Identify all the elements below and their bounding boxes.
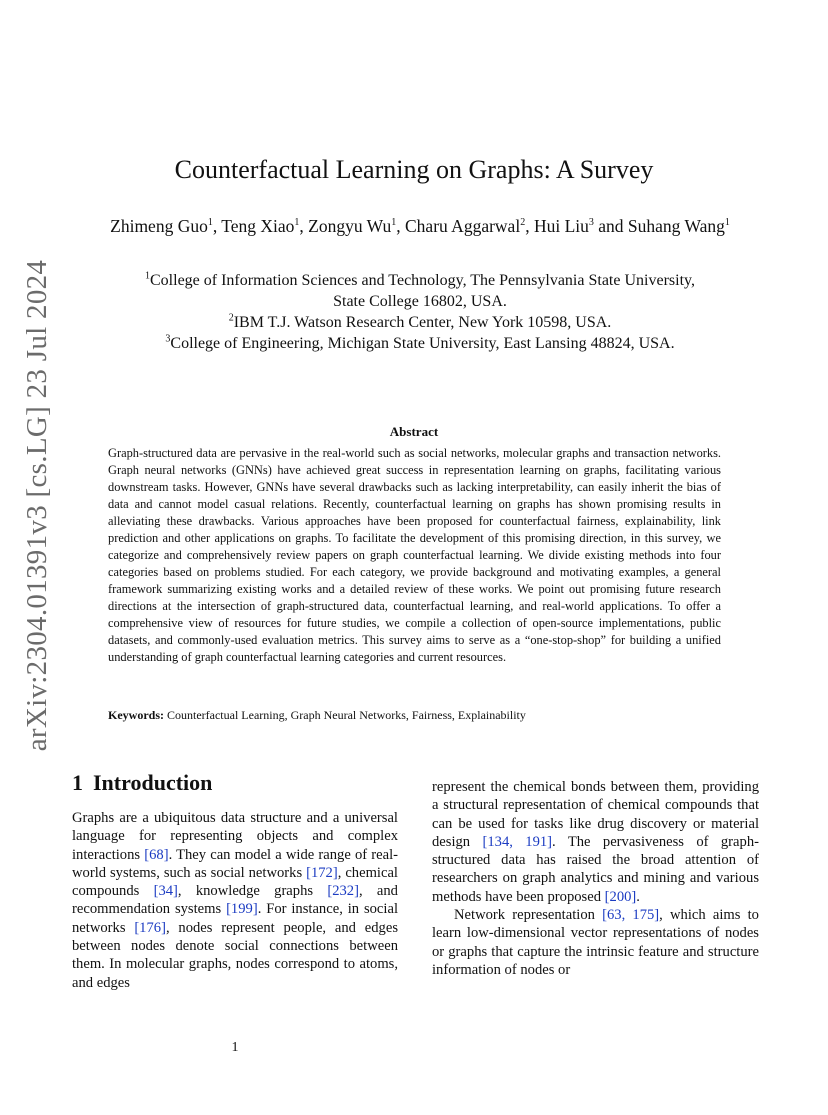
section-title: Introduction bbox=[93, 770, 213, 795]
keywords-line bbox=[108, 708, 721, 723]
citation-link[interactable]: [134, 191] bbox=[482, 833, 553, 850]
page-number: 1 bbox=[231, 1040, 239, 1055]
citation-link[interactable]: [63, 175] bbox=[602, 907, 660, 924]
intro-paragraph-continued: represent the chemical bonds between them, providing a structural representation of chemical compounds that can be used for tasks like drug discovery or material design [134, 191]. The pervasiveness of graph-structured data has raised the broad attention of researchers on graph analytics and mining and various methods have been proposed [200]. bbox=[432, 779, 759, 905]
author: Charu Aggarwal$^2$ bbox=[405, 216, 526, 236]
citation-link[interactable]: [172] bbox=[306, 864, 338, 881]
author: Zongyu Wu$^1$ bbox=[308, 216, 397, 236]
affiliation: $^2$IBM T.J. Watson Research Center, New York 10598, USA. bbox=[228, 312, 612, 331]
section-number: 1 bbox=[72, 770, 83, 795]
author: Zhimeng Guo$^1$ bbox=[110, 216, 213, 236]
affiliation: $^3$College of Engineering, Michigan State University, East Lansing 48824, USA. bbox=[165, 333, 675, 352]
affiliation-continued: State College 16802, USA. bbox=[333, 293, 507, 310]
abstract-heading: Abstract bbox=[389, 424, 439, 439]
arxiv-identifier-stamp bbox=[18, 245, 58, 765]
affiliation: $^1$College of Information Sciences and Technology, The Pennsylvania State University, bbox=[145, 270, 695, 289]
intro-paragraph: Graphs are a ubiquitous data structure and a universal language for representing objects and complex interactions [68]. They can model a wide range of real-world systems, such as social networks [172], chemical compounds [34], knowledge graphs [232], and recommendation systems [199]. For instance, in social networks [176], nodes represent people, and edges between nodes denote social connections between them. In molecular graphs, nodes correspond to atoms, and edges bbox=[72, 810, 398, 991]
author: Suhang Wang$^1$ bbox=[627, 216, 730, 236]
citation-link[interactable]: [199] bbox=[226, 901, 258, 918]
left-column bbox=[72, 809, 398, 992]
keywords-text: Counterfactual Learning, Graph Neural Networks, Fairness, Explainability bbox=[167, 708, 526, 722]
keywords-label: Keywords: bbox=[108, 708, 164, 722]
citation-link[interactable]: [34] bbox=[153, 883, 178, 900]
author-list: Zhimeng Guo$^1$, Teng Xiao$^1$, Zongyu Wu$^1$, Charu Aggarwal$^2$, Hui Liu$^3$ and Suhang Wang$^1$ bbox=[110, 216, 730, 236]
section-heading bbox=[72, 770, 212, 796]
arxiv-identifier-text: arXiv:2304.01391v3 [cs.LG] 23 Jul 2024 bbox=[21, 259, 54, 751]
right-column bbox=[432, 778, 759, 979]
abstract-body: Graph-structured data are pervasive in the real-world such as social networks, molecular graphs and transaction networks. Graph neural networks (GNNs) have achieved great success in representation learning on graphs, facilitating various downstream tasks. However, GNNs have several drawbacks such as lacking interpretability, can easily inherit the bias of data and cannot model casual relations. Recently, counterfactual learning on graphs has shown promising results in alleviating these drawbacks. Various approaches have been proposed for counterfactual fairness, explainability, link prediction and other applications on graphs. To facilitate the development of this promising direction, in this survey, we categorize and comprehensively review papers on graph counterfactual learning. We divide existing methods into four categories based on problems studied. For each category, we provide background and motivating examples, a general framework summarizing existing works and a detailed review of these works. We point out promising future research directions at the intersection of graph-structured data, counterfactual learning, and real-world applications. To offer a comprehensive view of resources for future studies, we compile a collection of open-source implementations, public datasets, and commonly-used evaluation metrics. This survey aims to serve as a “one-stop-shop” for building a unified understanding of graph counterfactual learning categories and current resources. bbox=[108, 446, 721, 664]
citation-link[interactable]: [232] bbox=[327, 883, 359, 900]
author: Hui Liu$^3$ bbox=[533, 216, 594, 236]
citation-link[interactable]: [200] bbox=[604, 888, 637, 905]
author: Teng Xiao$^1$ bbox=[221, 216, 300, 236]
citation-link[interactable]: [176] bbox=[134, 919, 166, 936]
paper-title: Counterfactual Learning on Graphs: A Survey bbox=[174, 155, 654, 184]
intro-paragraph: Network representation [63, 175], which aims to learn low-dimensional vector representations of nodes or graphs that capture the intrinsic feature and structure information of nodes or bbox=[432, 907, 759, 978]
citation-link[interactable]: [68] bbox=[144, 846, 169, 863]
affiliation-list bbox=[80, 270, 760, 354]
